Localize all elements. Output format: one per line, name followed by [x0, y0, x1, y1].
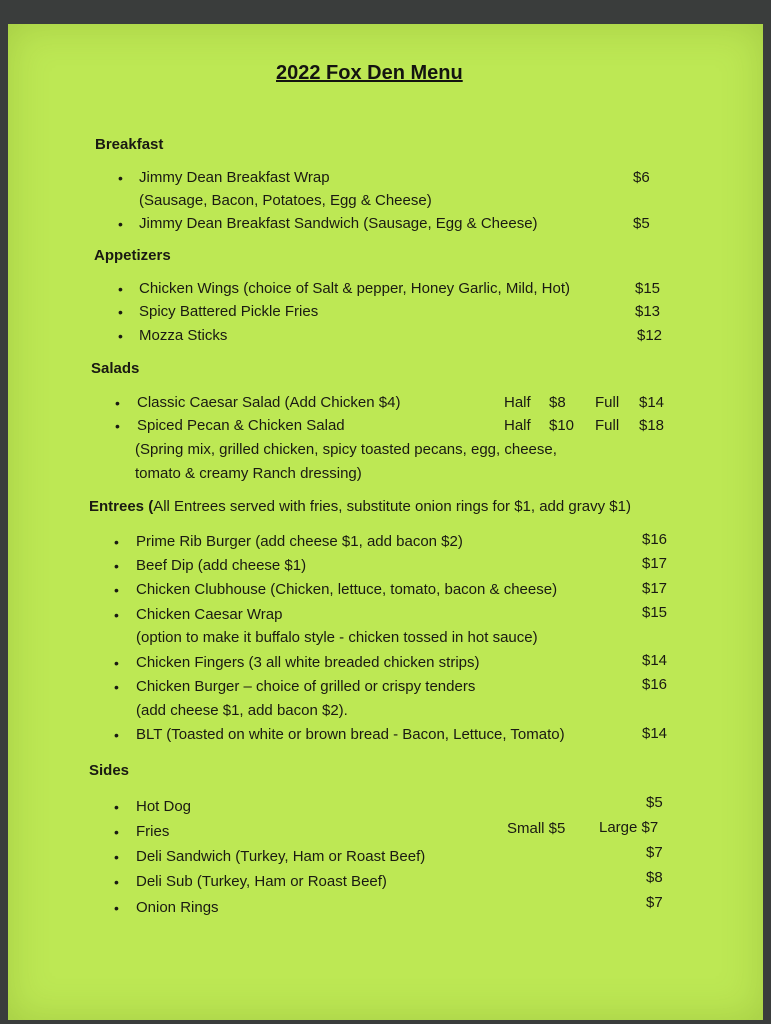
bullet-icon: • — [114, 799, 119, 815]
half-label: Half — [504, 417, 531, 434]
bullet-icon: • — [114, 558, 119, 574]
bullet-icon: • — [118, 281, 123, 297]
bullet-icon: • — [115, 418, 120, 434]
menu-item-price: $16 — [642, 676, 668, 693]
menu-item-price: $16 — [642, 531, 668, 548]
menu-item-price: $17 — [642, 555, 668, 572]
half-price: $8 — [549, 394, 566, 411]
section-heading-breakfast: Breakfast — [95, 136, 164, 153]
bullet-icon: • — [118, 170, 123, 186]
menu-item-name: Chicken Clubhouse (Chicken, lettuce, tomato, bacon & cheese) — [136, 581, 558, 598]
menu-item-name: Spicy Battered Pickle Fries — [139, 303, 319, 320]
section-heading-entrees — [89, 498, 631, 516]
bullet-icon: • — [115, 395, 120, 411]
menu-item-note: (option to make it buffalo style - chicken tossed in hot sauce) — [136, 629, 538, 646]
menu-item-price: $7 — [646, 894, 663, 911]
half-price: $10 — [549, 417, 575, 434]
menu-item-name: Chicken Fingers (3 all white breaded chicken strips) — [136, 654, 480, 671]
menu-item-name: Jimmy Dean Breakfast Wrap — [139, 169, 330, 186]
menu-item-note: tomato & creamy Ranch dressing) — [135, 465, 362, 482]
menu-item-name: Prime Rib Burger (add cheese $1, add bacon $2) — [136, 533, 463, 550]
half-label: Half — [504, 394, 531, 411]
menu-item-name: Chicken Burger – choice of grilled or crispy tenders — [136, 678, 476, 695]
menu-title: 2022 Fox Den Menu — [276, 62, 463, 84]
menu-item-name: Hot Dog — [136, 798, 192, 815]
menu-item-price: $15 — [635, 280, 661, 297]
menu-item-name: Deli Sub (Turkey, Ham or Roast Beef) — [136, 873, 387, 890]
menu-item-price: $17 — [642, 580, 668, 597]
size-small-price: Small $5 — [507, 820, 566, 837]
menu-item-price: $12 — [637, 327, 663, 344]
menu-item-price: $5 — [646, 794, 663, 811]
menu-item-name: Jimmy Dean Breakfast Sandwich (Sausage, Egg & Cheese) — [139, 215, 538, 232]
bullet-icon: • — [114, 582, 119, 598]
menu-item-price: $7 — [646, 844, 663, 861]
section-heading-appetizers: Appetizers — [94, 247, 171, 264]
entrees-heading-note: All Entrees served with fries, substitute onion rings for $1, add gravy $1) — [153, 498, 631, 515]
menu-item-name: Onion Rings — [136, 899, 219, 916]
bullet-icon: • — [118, 328, 123, 344]
menu-item-name: BLT (Toasted on white or brown bread - Bacon, Lettuce, Tomato) — [136, 726, 565, 743]
menu-item-name: Beef Dip (add cheese $1) — [136, 557, 307, 574]
menu-item-note: (Spring mix, grilled chicken, spicy toasted pecans, egg, cheese, — [135, 441, 557, 458]
section-heading-salads: Salads — [91, 360, 140, 377]
menu-item-price: $6 — [633, 169, 650, 186]
menu-item-note: (add cheese $1, add bacon $2). — [136, 702, 348, 719]
bullet-icon: • — [114, 824, 119, 840]
menu-item-price: $15 — [642, 604, 668, 621]
bullet-icon: • — [114, 655, 119, 671]
bullet-icon: • — [118, 216, 123, 232]
menu-item-name: Fries — [136, 823, 170, 840]
menu-item-price: $14 — [642, 652, 668, 669]
full-label: Full — [595, 417, 620, 434]
full-price: $14 — [639, 394, 665, 411]
bullet-icon: • — [114, 874, 119, 890]
menu-item-name: Deli Sandwich (Turkey, Ham or Roast Beef) — [136, 848, 426, 865]
bullet-icon: • — [114, 679, 119, 695]
menu-item-price: $14 — [642, 725, 668, 742]
section-heading-sides: Sides — [89, 762, 130, 779]
bullet-icon: • — [114, 900, 119, 916]
full-label: Full — [595, 394, 620, 411]
bullet-icon: • — [114, 727, 119, 743]
entrees-heading-label: Entrees ( — [89, 498, 154, 515]
bullet-icon: • — [118, 304, 123, 320]
menu-sheet — [8, 24, 763, 1020]
menu-item-name: Mozza Sticks — [139, 327, 228, 344]
menu-item-price: $13 — [635, 303, 661, 320]
full-price: $18 — [639, 417, 665, 434]
menu-item-name: Chicken Wings (choice of Salt & pepper, Honey Garlic, Mild, Hot) — [139, 280, 571, 297]
bullet-icon: • — [114, 607, 119, 623]
menu-item-price: $8 — [646, 869, 663, 886]
menu-item-name: Classic Caesar Salad (Add Chicken $4) — [137, 394, 401, 411]
menu-item-price: $5 — [633, 215, 650, 232]
menu-item-name: Spiced Pecan & Chicken Salad — [137, 417, 345, 434]
size-large-price: Large $7 — [599, 819, 659, 836]
bullet-icon: • — [114, 849, 119, 865]
bullet-icon: • — [114, 534, 119, 550]
menu-item-note: (Sausage, Bacon, Potatoes, Egg & Cheese) — [139, 192, 432, 209]
menu-item-name: Chicken Caesar Wrap — [136, 606, 283, 623]
